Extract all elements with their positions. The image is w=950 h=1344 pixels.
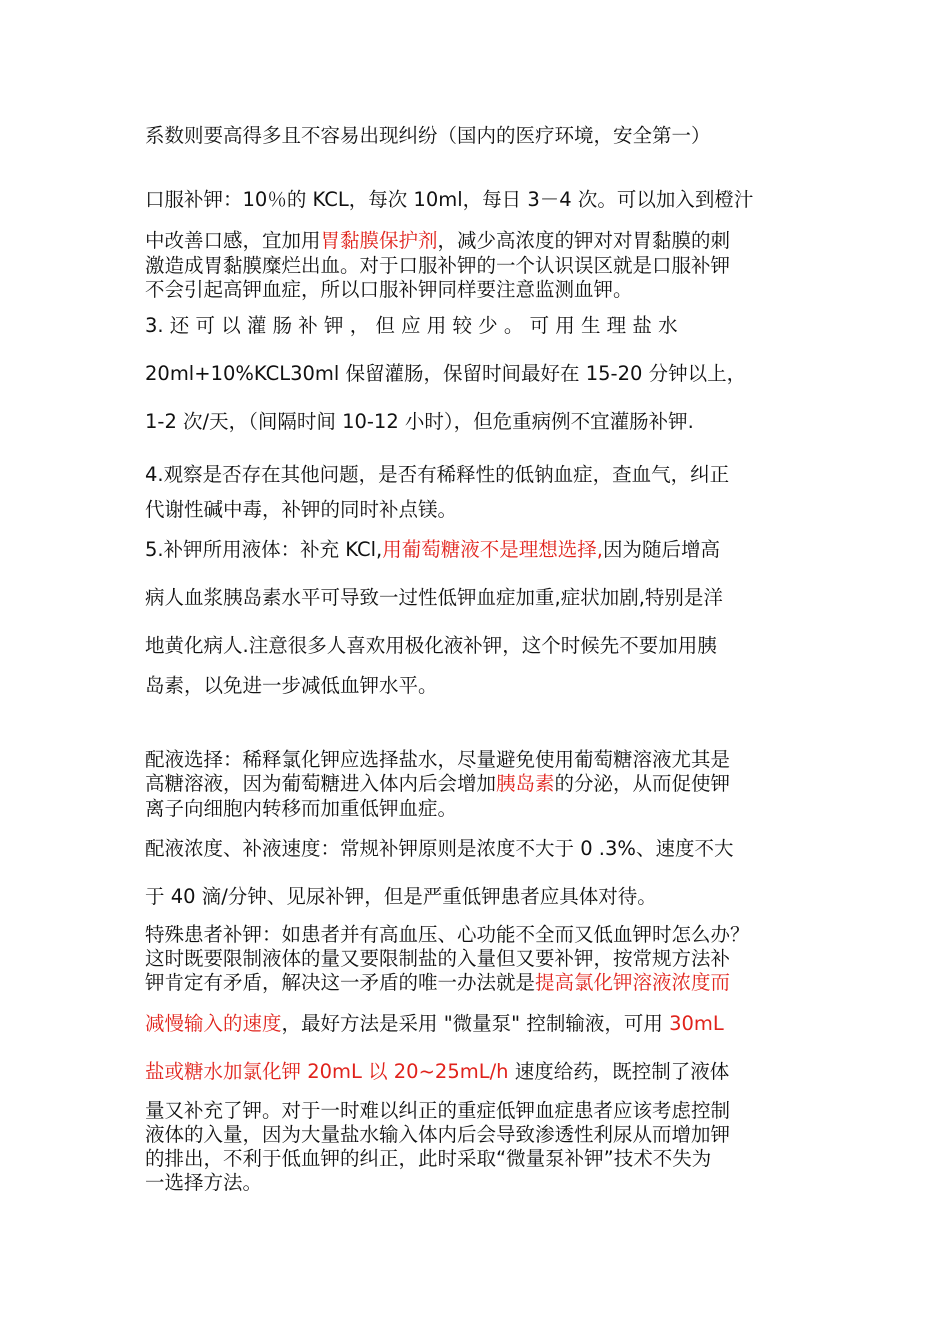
highlight-text: 用葡萄糖液不是理想选择, [382, 538, 603, 561]
text-line: 激造成胃黏膜糜烂出血。对于口服补钾的一个认识误区就是口服补钾 [145, 254, 731, 277]
text-line: 这时既要限制液体的量又要限制盐的入量但又要补钾，按常规方法补 [145, 947, 731, 970]
text-line: 3. 还 可 以 灌 肠 补 钾 ， 但 应 用 较 少 。 可 用 生 理 盐 水 [145, 314, 678, 337]
text-line: 配液浓度、补液速度：常规补钾原则是浓度不大于 0 .3%、速度不大 [145, 837, 734, 860]
text-line: 20ml+10%KCL30ml 保留灌肠，保留时间最好在 15-20 分钟以上， [145, 362, 747, 385]
text-span: 5.补钾所用液体：补充 KCl, [145, 538, 383, 561]
text-line: 代谢性碱中毒，补钾的同时补点镁。 [145, 498, 458, 521]
text-line: 1-2 次/天，（间隔时间 10-12 小时），但危重病例不宜灌肠补钾. [145, 410, 694, 433]
text-span: 因为随后增高 [602, 538, 720, 561]
text-line: 口服补钾：10％的 KCL，每次 10ml，每日 3－4 次。可以加入到橙汁 [145, 188, 754, 211]
text-span: ，减少高浓度的钾对对胃黏膜的刺 [437, 229, 731, 252]
text-line: 配液选择：稀释氯化钾应选择盐水，尽量避免使用葡萄糖溶液尤其是 [145, 748, 731, 771]
text-line: 量又补充了钾。对于一时难以纠正的重症低钾血症患者应该考虑控制 [145, 1099, 731, 1122]
text-line: 液体的入量，因为大量盐水输入体内后会导致渗透性利尿从而增加钾 [145, 1123, 731, 1146]
text-line: 地黄化病人.注意很多人喜欢用极化液补钾，这个时候先不要加用胰 [145, 634, 717, 657]
text-line [145, 538, 720, 562]
text-line: 4.观察是否存在其他问题，是否有稀释性的低钠血症，查血气，纠正 [145, 463, 730, 486]
text-line [145, 1012, 724, 1036]
text-line [145, 772, 730, 796]
highlight-text: 胃黏膜保护剂 [320, 229, 438, 252]
text-span: 的分泌，从而促使钾 [554, 772, 731, 795]
text-line: 一选择方法。 [145, 1171, 263, 1194]
text-line: 系数则要高得多且不容易出现纠纷（国内的医疗环境，安全第一） [145, 124, 711, 147]
text-line [145, 971, 730, 995]
highlight-text: 减慢输入的速度 [145, 1012, 282, 1035]
highlight-text: 提高氯化钾溶液浓度而 [535, 971, 731, 994]
text-line: 病人血浆胰岛素水平可导致一过性低钾血症加重,症状加剧,特别是洋 [145, 586, 723, 609]
text-line [145, 1060, 729, 1084]
text-span: 中改善口感，宜加用 [145, 229, 321, 252]
highlight-text: 胰岛素 [496, 772, 555, 795]
text-line: 的排出，不利于低血钾的纠正，此时采取“微量泵补钾”技术不失为 [145, 1147, 712, 1170]
text-line: 岛素，以免进一步减低血钾水平。 [145, 674, 438, 697]
text-line [145, 229, 730, 253]
text-span: 钾肯定有矛盾，解决这一矛盾的唯一办法就是 [145, 971, 536, 994]
highlight-text: 30mL [669, 1012, 724, 1035]
text-span: 高糖溶液，因为葡萄糖进入体内后会增加 [145, 772, 497, 795]
text-span: ，最好方法是采用 "微量泵" 控制输液，可用 [281, 1012, 670, 1035]
text-line: 于 40 滴/分钟、见尿补钾，但是严重低钾患者应具体对待。 [145, 885, 657, 908]
text-span: 速度给药，既控制了液体 [508, 1060, 730, 1083]
text-line: 不会引起高钾血症，所以口服补钾同样要注意监测血钾。 [145, 278, 633, 301]
text-line: 特殊患者补钾：如患者并有高血压、心功能不全而又低血钾时怎么办？ [145, 923, 750, 946]
highlight-text: 盐或糖水加氯化钾 20mL 以 20~25mL/h [145, 1060, 509, 1083]
text-line: 离子向细胞内转移而加重低钾血症。 [145, 797, 458, 820]
